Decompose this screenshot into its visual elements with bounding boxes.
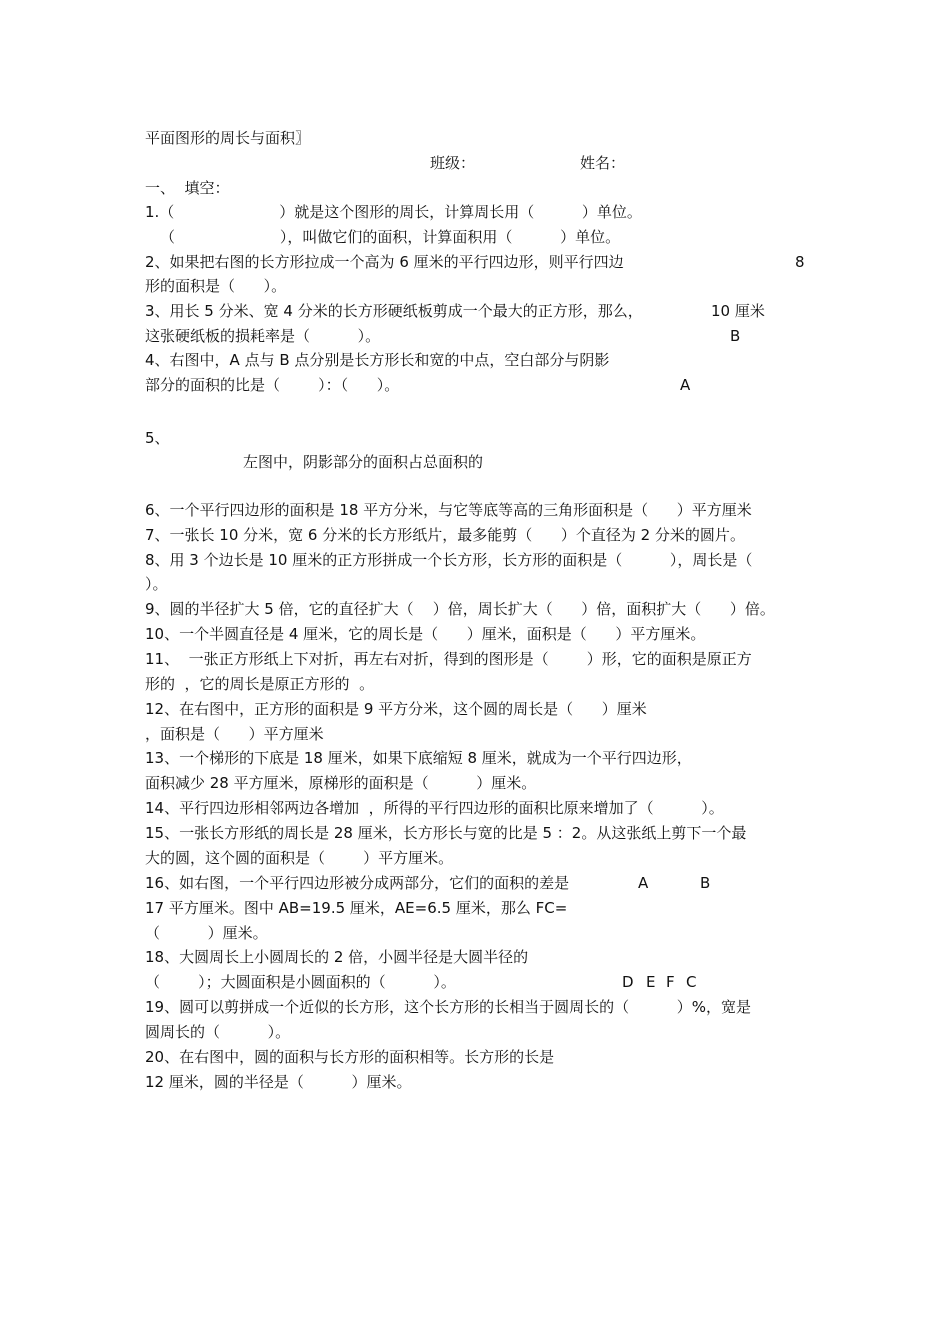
question-line: 部分的面积的比是（ ）：（ ）。 <box>145 376 400 394</box>
figure-label: A <box>638 874 649 892</box>
question-line: 11、 一张正方形纸上下对折，再左右对折，得到的图形是（ ）形，它的面积是原正方 <box>145 650 752 668</box>
question-line: 面积减少 28 平方厘米，原梯形的面积是（ ）厘米。 <box>145 774 537 792</box>
figure-label: 10 厘米 <box>711 302 765 320</box>
question-line: 圆周长的（ ）。 <box>145 1023 291 1041</box>
question-line: 8、用 3 个边长是 10 厘米的正方形拼成一个长方形，长方形的面积是（ ），周长是（ <box>145 551 753 569</box>
figure-label: 8 <box>795 253 805 271</box>
question-line: 大的圆，这个圆的面积是（ ）平方厘米。 <box>145 849 454 867</box>
question-line: 18、大圆周长上小圆周长的 2 倍，小圆半径是大圆半径的 <box>145 948 529 966</box>
figure-label: B <box>700 874 711 892</box>
question-line: 12、在右图中，正方形的面积是 9 平方分米，这个圆的周长是（ ）厘米 <box>145 700 647 718</box>
figure-label: D <box>622 973 634 991</box>
question-line: （ ）；大圆面积是小圆面积的（ ）。 <box>145 973 456 991</box>
section-heading: 一、 填空： <box>145 179 230 197</box>
question-line: 形的 ，它的周长是原正方形的 。 <box>145 675 375 693</box>
question-line: 20、在右图中，圆的面积与长方形的面积相等。长方形的长是 <box>145 1048 555 1066</box>
question-line: 形的面积是（ ）。 <box>145 277 287 295</box>
question-line: 5、 <box>145 429 170 447</box>
question-line: 2、如果把右图的长方形拉成一个高为 6 厘米的平行四边形，则平行四边 <box>145 253 624 271</box>
question-line: 7、一张长 10 分米，宽 6 分米的长方形纸片，最多能剪（ ）个直径为 2 分米的圆片。 <box>145 526 745 544</box>
class-label: 班级： <box>430 154 476 172</box>
question-line: 17 平方厘米。图中 AB=19.5 厘米，AE=6.5 厘米，那么 FC= <box>145 899 568 917</box>
question-line: 16、如右图，一个平行四边形被分成两部分，它们的面积的差是 <box>145 874 570 892</box>
question-line: ）。 <box>145 575 168 593</box>
question-line: 14、平行四边形相邻两边各增加 ，所得的平行四边形的面积比原来增加了（ ）。 <box>145 799 724 817</box>
question-line: （ ），叫做它们的面积，计算面积用（ ）单位。 <box>160 228 621 246</box>
question-line: 12 厘米，圆的半径是（ ）厘米。 <box>145 1073 412 1091</box>
question-line: 左图中，阴影部分的面积占总面积的 <box>243 453 484 471</box>
name-label: 姓名： <box>580 154 626 172</box>
question-line: ，面积是（ ）平方厘米 <box>145 725 324 743</box>
figure-label: B <box>730 327 741 345</box>
question-line: 10、一个半圆直径是 4 厘米，它的周长是（ ）厘米，面积是（ ）平方厘米。 <box>145 625 706 643</box>
question-line: （ ）厘米。 <box>145 924 268 942</box>
question-line: 9、圆的半径扩大 5 倍，它的直径扩大（ ）倍，周长扩大（ ）倍，面积扩大（ ）倍。 <box>145 600 775 618</box>
question-line: 3、用长 5 分米、宽 4 分米的长方形硬纸板剪成一个最大的正方形，那么， <box>145 302 643 320</box>
figure-label: F <box>666 973 675 991</box>
worksheet-title: 平面图形的周长与面积〗 <box>145 129 311 147</box>
question-line: 13、一个梯形的下底是 18 厘米，如果下底缩短 8 厘米，就成为一个平行四边形， <box>145 749 692 767</box>
question-line: 19、圆可以剪拼成一个近似的长方形，这个长方形的长相当于圆周长的（ ）%，宽是 <box>145 998 752 1016</box>
figure-label: E <box>646 973 656 991</box>
question-line: 6、一个平行四边形的面积是 18 平方分米，与它等底等高的三角形面积是（ ）平方厘米 <box>145 501 752 519</box>
question-line: 这张硬纸板的损耗率是（ ）。 <box>145 327 381 345</box>
figure-label: C <box>686 973 697 991</box>
question-line: 15、一张长方形纸的周长是 28 厘米，长方形长与宽的比是 5 ：2。从这张纸上剪下一个最 <box>145 824 747 842</box>
question-line: 4、右图中，A 点与 B 点分别是长方形长和宽的中点，空白部分与阴影 <box>145 351 610 369</box>
figure-label: A <box>680 376 691 394</box>
question-line: 1.（ ）就是这个图形的周长，计算周长用（ ）单位。 <box>145 203 642 221</box>
